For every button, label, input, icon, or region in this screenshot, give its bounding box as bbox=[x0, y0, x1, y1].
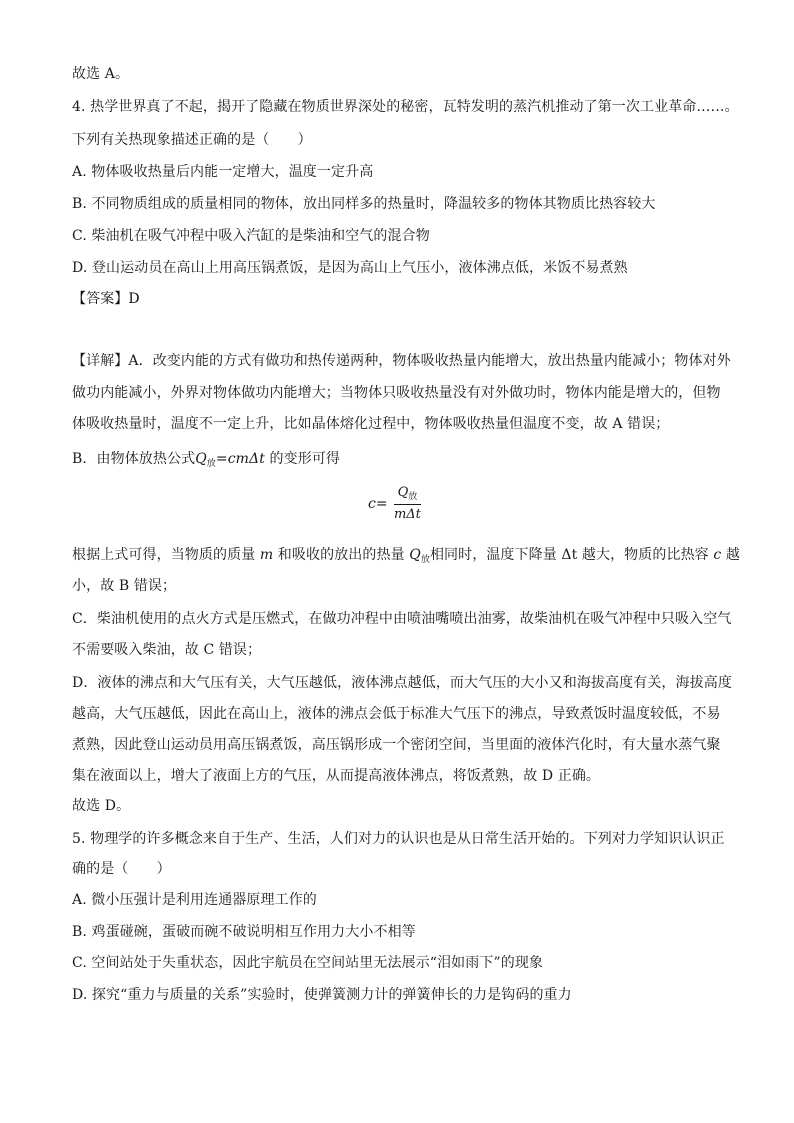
specific-heat-formula bbox=[368, 485, 421, 522]
question-4-prompt: 下列有关热现象描述正确的是（ ） bbox=[72, 132, 312, 148]
question-4-stem: 4. 热学世界真了不起，揭开了隐藏在物质世界深处的秘密，瓦特发明的蒸汽机推动了第一次工业革命……。 bbox=[72, 99, 739, 115]
numerator-subscript: 放 bbox=[408, 492, 418, 502]
formula-equals: = bbox=[375, 495, 388, 512]
numerator-q: Q bbox=[397, 485, 409, 500]
formula-fraction bbox=[394, 485, 422, 522]
text-line: 故选 A。 bbox=[72, 66, 130, 82]
explanation-line: 做功内能减小，外界对物体做功内能增大；当物体只吸收热量没有对外做功时，物体内能是增大的，但物 bbox=[72, 385, 721, 401]
text: 越 bbox=[721, 547, 740, 563]
formula-denominator: mΔt bbox=[393, 507, 421, 522]
explanation-line: 体吸收热量时，温度不一定上升，比如晶体熔化过程中，物体吸收热量但温度不变，故 A 错误； bbox=[72, 416, 670, 432]
question-5-prompt: 确的是（ ） bbox=[72, 861, 171, 877]
question-5-option-d: D. 探究“重力与质量的关系”实验时，使弹簧测力计的弹簧伸长的力是钩码的重力 bbox=[72, 987, 572, 1003]
var-q: Q bbox=[195, 451, 207, 467]
answer-label: 【答案】D bbox=[72, 291, 140, 307]
formula-rest: =cmΔt bbox=[215, 451, 265, 467]
question-5-option-b: B. 鸡蛋碰碗，蛋破而碗不破说明相互作用力大小不相等 bbox=[72, 924, 416, 940]
text: 相同时，温度下降量 Δt 越大，物质的比热容 bbox=[429, 547, 714, 563]
text: 和吸收的放出的热量 bbox=[273, 547, 410, 563]
text: 根据上式可得，当物质的质量 bbox=[72, 547, 260, 563]
question-4-option-a: A. 物体吸收热量后内能一定增大，温度一定升高 bbox=[72, 164, 374, 180]
formula-numerator bbox=[394, 485, 422, 505]
question-5-option-a: A. 微小压强计是利用连通器原理工作的 bbox=[72, 892, 317, 908]
question-4-option-b: B. 不同物质组成的质量相同的物体，放出同样多的热量时，降温较多的物体其物质比热容较大 bbox=[72, 196, 656, 212]
explanation-line-formula bbox=[72, 449, 340, 474]
text: B．由物体放热公式 bbox=[72, 451, 196, 467]
explanation-line: 【详解】A．改变内能的方式有做功和热传递两种，物体吸收热量内能增大，放出热量内能减小；物体对外 bbox=[72, 353, 731, 369]
text: 的变形可得 bbox=[264, 451, 341, 467]
explanation-line: D．液体的沸点和大气压有关，大气压越低，液体沸点越低，而大气压的大小又和海拔高度有关，海拔高度 bbox=[72, 675, 732, 691]
explanation-line: 越高，大气压越低，因此在高山上，液体的沸点会低于标准大气压下的沸点，导致煮饭时温度较低，不易 bbox=[72, 706, 721, 722]
question-4-option-c: C. 柴油机在吸气冲程中吸入汽缸的是柴油和空气的混合物 bbox=[72, 228, 430, 244]
explanation-line: 煮熟，因此登山运动员用高压锅煮饭，高压锅形成一个密闭空间，当里面的液体汽化时，有大量水蒸气聚 bbox=[72, 737, 721, 753]
text-line: 故选 D。 bbox=[72, 798, 131, 814]
subscript: 放 bbox=[206, 459, 216, 469]
var-q: Q bbox=[409, 547, 421, 563]
subscript: 放 bbox=[420, 555, 430, 565]
question-5-option-c: C. 空间站处于失重状态，因此宇航员在空间站里无法展示“泪如雨下”的现象 bbox=[72, 955, 544, 971]
var-c: c bbox=[713, 547, 722, 563]
formula-c: c bbox=[368, 495, 376, 512]
explanation-line: C．柴油机使用的点火方式是压燃式，在做功冲程中由喷油嘴喷出油雾，故柴油机在吸气冲程中只吸入空气 bbox=[72, 611, 732, 627]
question-4-option-d: D. 登山运动员在高山上用高压锅煮饭，是因为高山上气压小，液体沸点低，米饭不易煮熟 bbox=[72, 260, 628, 276]
var-m: m bbox=[259, 547, 274, 563]
question-5-stem: 5. 物理学的许多概念来自于生产、生活，人们对力的认识也是从日常生活开始的。下列对力学知识认识正 bbox=[72, 831, 725, 847]
explanation-line: 小，故 B 错误； bbox=[72, 578, 177, 594]
explanation-line bbox=[72, 545, 740, 570]
explanation-line: 不需要吸入柴油，故 C 错误； bbox=[72, 642, 262, 658]
explanation-line: 集在液面以上，增大了液面上方的气压，从而提高液体沸点，将饭煮熟，故 D 正确。 bbox=[72, 768, 601, 784]
